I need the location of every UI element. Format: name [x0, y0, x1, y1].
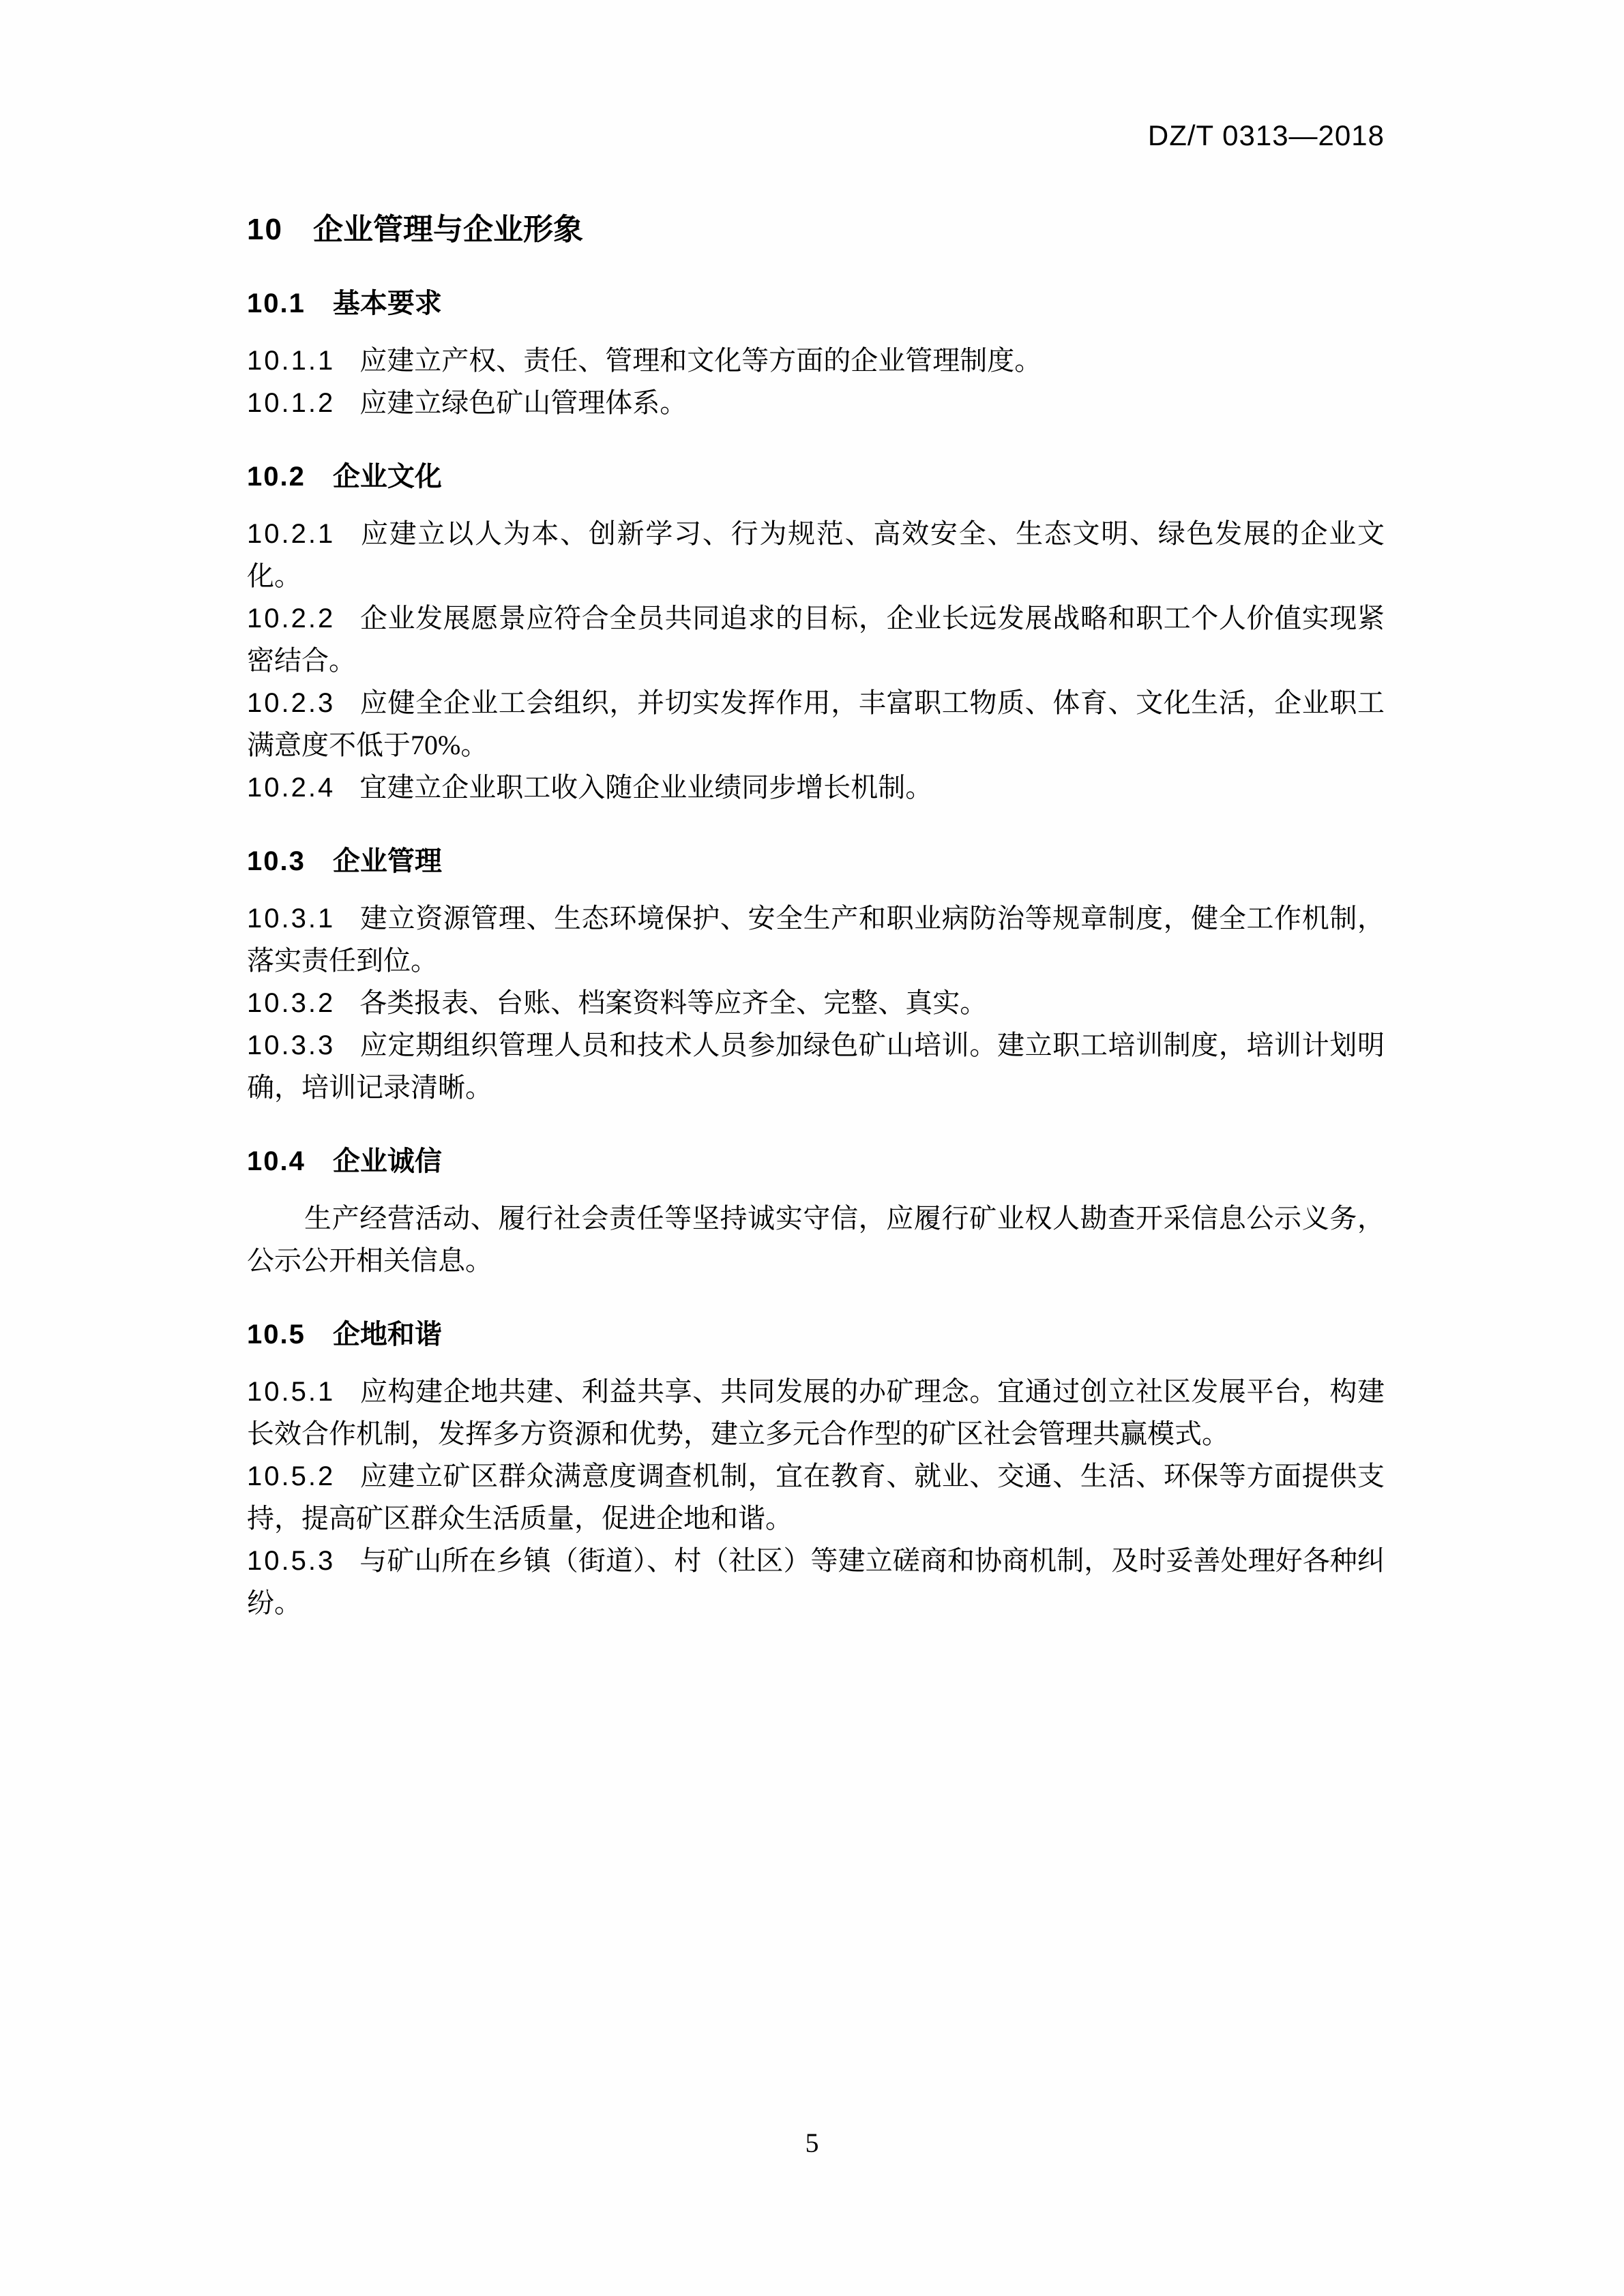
clause-10-5-2 — [247, 1455, 1385, 1540]
paragraph-10-4: 生产经营活动、履行社会责任等坚持诚实守信，应履行矿业权人勘查开采信息公示义务，公示公开相关信息。 — [247, 1203, 1385, 1276]
section-heading-text: 基本要求 — [332, 288, 442, 318]
chapter-title — [247, 209, 1385, 251]
clause-text: 应健全企业工会组织，并切实发挥作用，丰富职工物质、体育、文化生活，企业职工满意度不低于70%。 — [247, 687, 1385, 760]
section-number: 10.2 — [247, 462, 306, 492]
clause-text: 应定期组织管理人员和技术人员参加绿色矿山培训。建立职工培训制度，培训计划明确，培训记录清晰。 — [247, 1030, 1385, 1103]
clause-number: 10.3.1 — [247, 904, 336, 934]
standard-number: DZ/T 0313—2018 — [1147, 119, 1385, 151]
clause-10-2-2 — [247, 597, 1385, 682]
clause-10-3-1 — [247, 897, 1385, 982]
clause-10-2-4 — [247, 766, 1385, 809]
chapter-number: 10 — [247, 213, 283, 246]
section-heading-text: 企地和谐 — [332, 1320, 442, 1350]
clause-10-1-1 — [247, 340, 1385, 382]
page-number: 5 — [805, 2128, 819, 2158]
clause-text: 企业发展愿景应符合全员共同追求的目标，企业长远发展战略和职工个人价值实现紧密结合。 — [247, 603, 1385, 676]
clause-number: 10.5.3 — [247, 1546, 336, 1576]
clause-10-1-2 — [247, 382, 1385, 424]
text-block — [0, 120, 1624, 1624]
running-header — [247, 120, 1385, 151]
clause-10-2-1 — [247, 513, 1385, 597]
clause-text: 建立资源管理、生态环境保护、安全生产和职业病防治等规章制度，健全工作机制，落实责任到位。 — [247, 903, 1385, 976]
clause-10-5-1 — [247, 1371, 1385, 1455]
section-heading-text: 企业管理 — [332, 846, 442, 876]
clause-number: 10.5.1 — [247, 1377, 336, 1407]
clause-text: 应建立矿区群众满意度调查机制，宜在教育、就业、交通、生活、环保等方面提供支持，提高矿区群众生活质量，促进企地和谐。 — [247, 1461, 1385, 1534]
section-heading-10-4 — [247, 1140, 1385, 1182]
clause-text: 与矿山所在乡镇（街道）、村（社区）等建立磋商和协商机制，及时妥善处理好各种纠纷。 — [247, 1545, 1385, 1618]
clause-number: 10.1.2 — [247, 388, 336, 418]
clause-text: 各类报表、台账、档案资料等应齐全、完整、真实。 — [359, 987, 988, 1018]
clause-number: 10.2.3 — [247, 688, 336, 718]
section-number: 10.4 — [247, 1146, 306, 1176]
section-number: 10.3 — [247, 846, 306, 876]
clause-text: 应建立以人为本、创新学习、行为规范、高效安全、生态文明、绿色发展的企业文化。 — [247, 518, 1385, 591]
clause-10-3-2 — [247, 982, 1385, 1024]
clause-text: 应建立产权、责任、管理和文化等方面的企业管理制度。 — [359, 345, 1042, 376]
clause-number: 10.3.2 — [247, 988, 336, 1018]
clause-number: 10.2.4 — [247, 773, 336, 803]
section-heading-text: 企业诚信 — [332, 1146, 442, 1176]
clause-text: 宜建立企业职工收入随企业业绩同步增长机制。 — [359, 772, 933, 803]
chapter-title-text: 企业管理与企业形象 — [312, 213, 583, 246]
clause-text: 应构建企地共建、利益共享、共同发展的办矿理念。宜通过创立社区发展平台，构建长效合作机制，发挥多方资源和优势，建立多元合作型的矿区社会管理共赢模式。 — [247, 1376, 1385, 1449]
section-heading-text: 企业文化 — [332, 462, 442, 492]
clause-number: 10.5.2 — [247, 1461, 336, 1491]
clause-number: 10.3.3 — [247, 1030, 336, 1060]
clause-number: 10.2.2 — [247, 603, 336, 633]
section-heading-10-5 — [247, 1313, 1385, 1356]
section-number: 10.5 — [247, 1320, 306, 1350]
clause-number: 10.1.1 — [247, 346, 336, 376]
section-heading-10-2 — [247, 456, 1385, 498]
clause-10-3-3 — [247, 1024, 1385, 1109]
section-heading-10-3 — [247, 840, 1385, 882]
clause-number: 10.2.1 — [247, 519, 336, 549]
section-heading-10-1 — [247, 282, 1385, 325]
section-number: 10.1 — [247, 288, 306, 318]
clause-10-2-3 — [247, 682, 1385, 766]
clause-text: 应建立绿色矿山管理体系。 — [359, 387, 688, 418]
clause-10-5-3 — [247, 1540, 1385, 1624]
